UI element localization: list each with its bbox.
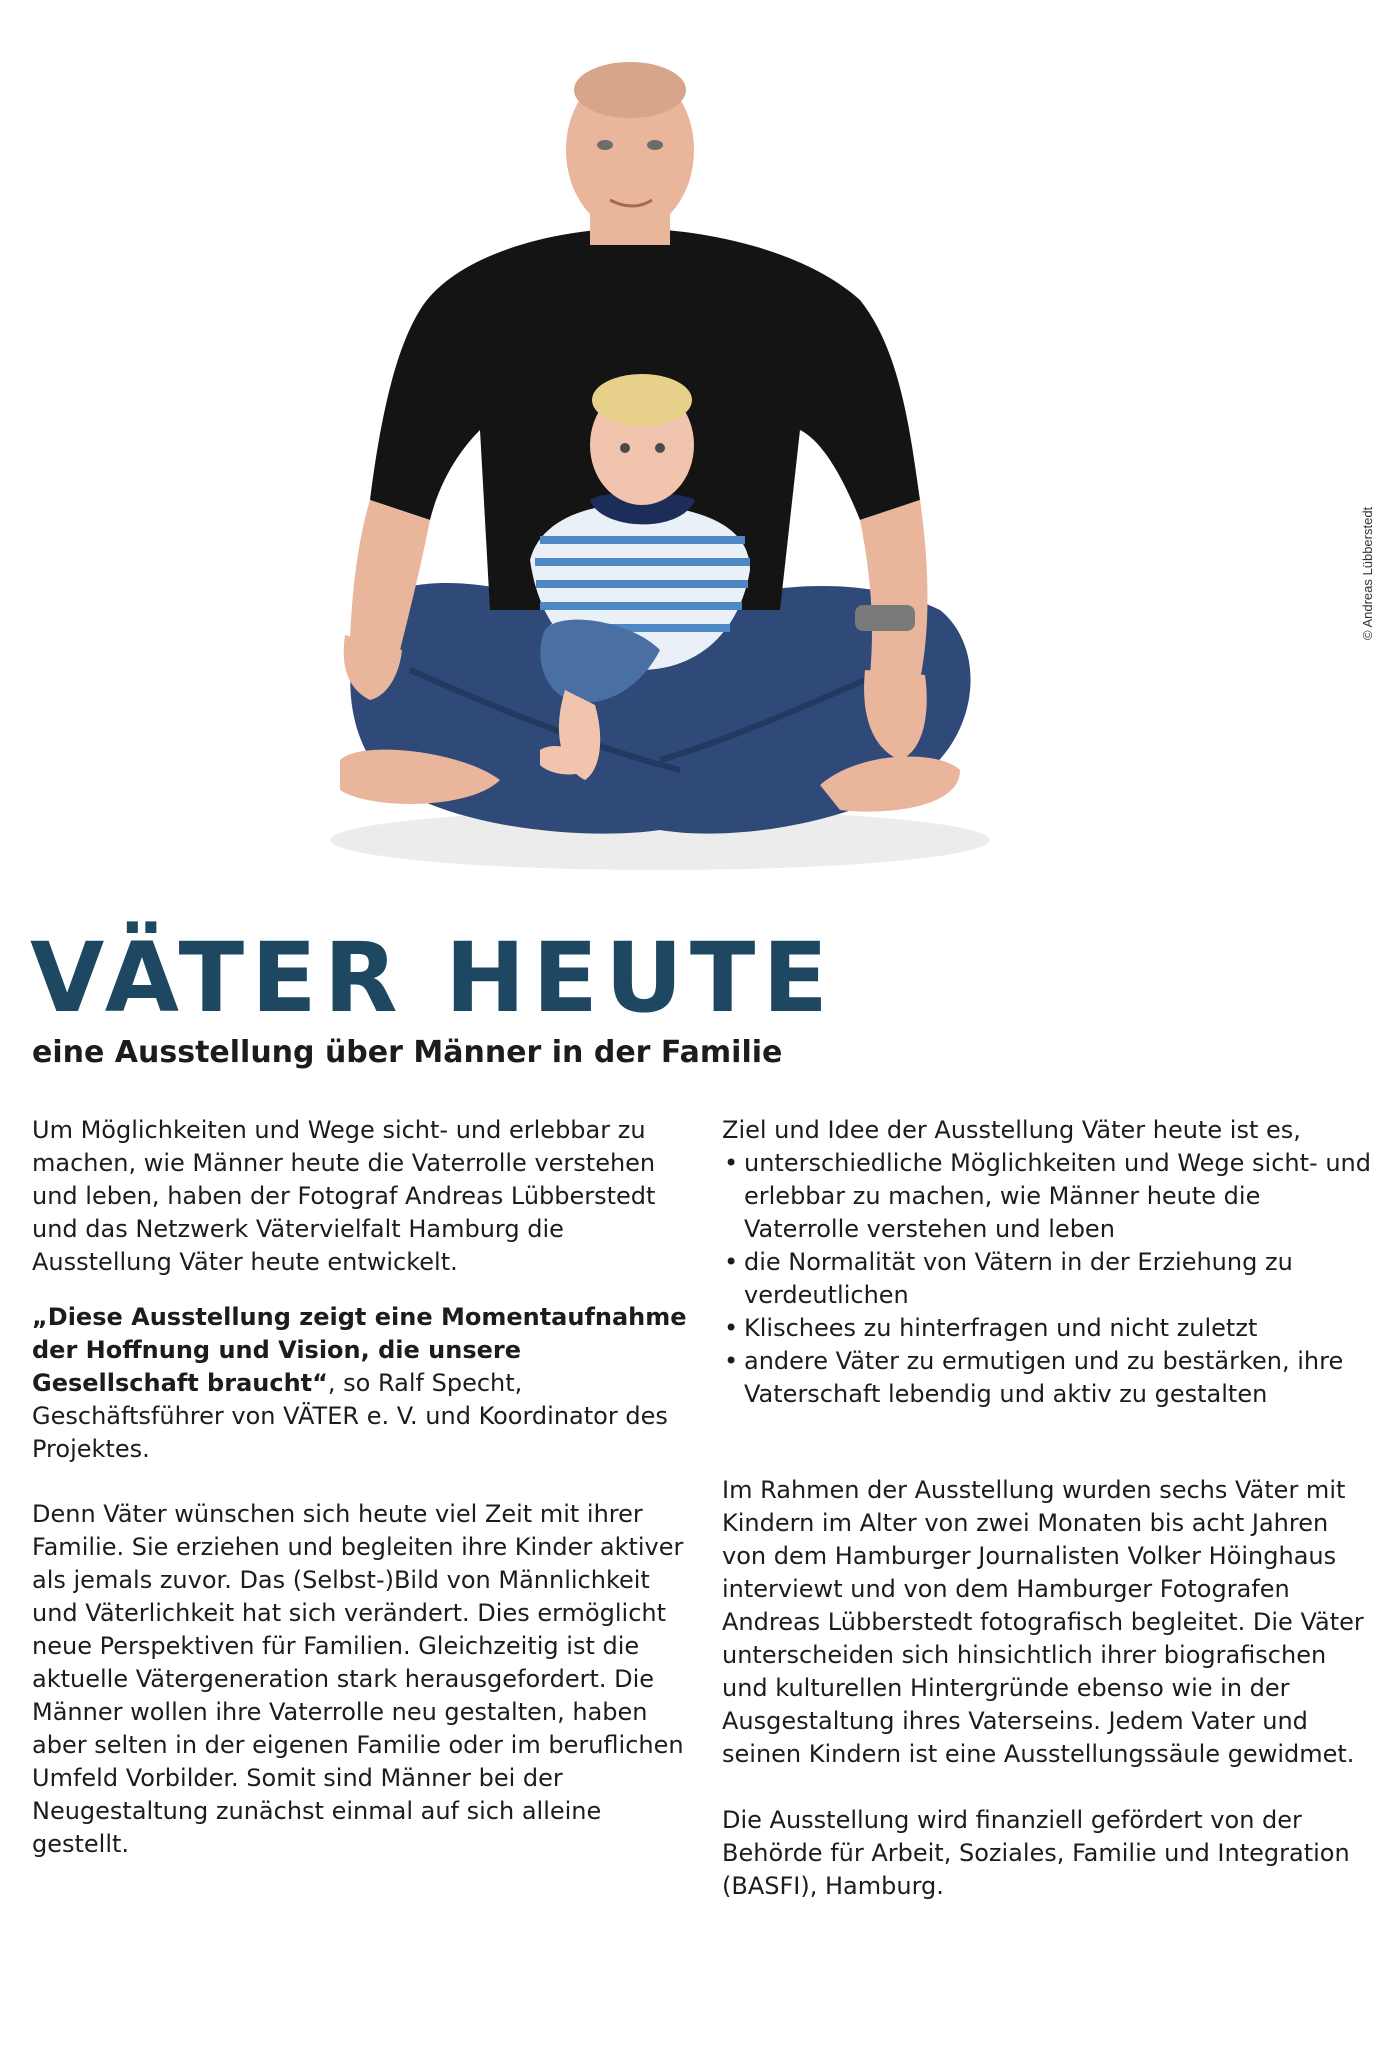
goals-lead: Ziel und Idee der Ausstellung Väter heute ist es, bbox=[722, 1116, 1301, 1144]
exhibition-paragraph: Im Rahmen der Ausstellung wurden sechs Väter mit Kindern im Alter von zwei Monaten bis acht Jahren von dem Hamburger Journalisten Volker Höinghaus interviewt und von dem Hamburger Fotografen Andreas Lübberstedt fotografisch begleitet. Die Väter unterscheiden sich hinsichtlich ihrer biografischen und kulturellen Hintergründe ebenso wie in der Ausgestaltung ihres Vaterseins. Jedem Vater und seinen Kindern ist eine Ausstellungssäule gewidmet. bbox=[722, 1476, 1364, 1768]
page-subtitle: eine Ausstellung über Männer in der Familie bbox=[32, 1035, 783, 1070]
goals-list bbox=[722, 1147, 1377, 1411]
page-title: VÄTER HEUTE bbox=[30, 922, 835, 1034]
body-paragraph: Denn Väter wünschen sich heute viel Zeit mit ihrer Familie. Sie erziehen und begleiten ihre Kinder aktiver als jemals zuvor. Das (Selbst-)Bild von Männlichkeit und Väterlichkeit hat sich verändert. Dies ermöglicht neue Perspektiven für Familien. Gleichzeitig ist die aktuelle Vätergeneration stark herausgefordert. Die Männer wollen ihre Vaterrolle neu gestalten, haben aber selten in der eigenen Familie oder im beruflichen Umfeld Vorbilder. Somit sind Männer bei der Neugestaltung zunächst einmal auf sich alleine gestellt. bbox=[32, 1500, 684, 1858]
goal-item: • andere Väter zu ermutigen und zu bestärken, ihre Vaterschaft lebendig und aktiv zu gestalten bbox=[722, 1345, 1377, 1411]
photo-credit: © Andreas Lübberstedt bbox=[1360, 506, 1375, 640]
quote-bold: „Diese Ausstellung zeigt eine Momentaufnahme der Hoffnung und Vision, die unsere Gesellschaft braucht“ bbox=[32, 1303, 687, 1397]
quote-attribution: , so Ralf Specht, Geschäftsführer von VÄTER e. V. und Koordinator des Projektes. bbox=[32, 1369, 668, 1463]
intro-paragraph: Um Möglichkeiten und Wege sicht- und erlebbar zu machen, wie Männer heute die Vaterrolle verstehen und leben, haben der Fotograf Andreas Lübberstedt und das Netzwerk Vätervielfalt Hamburg die Ausstellung Väter heute entwickelt. bbox=[32, 1116, 656, 1276]
goal-item: • die Normalität von Vätern in der Erziehung zu verdeutlichen bbox=[722, 1246, 1377, 1312]
goal-item: • unterschiedliche Möglichkeiten und Wege sicht- und erlebbar zu machen, wie Männer heute die Vaterrolle verstehen und leben bbox=[722, 1147, 1377, 1246]
right-column bbox=[722, 1114, 1377, 1903]
quote-paragraph bbox=[32, 1301, 692, 1466]
funding-paragraph: Die Ausstellung wird finanziell gefördert von der Behörde für Arbeit, Soziales, Familie und Integration (BASFI), Hamburg. bbox=[722, 1806, 1350, 1900]
goal-item: • Klischees zu hinterfragen und nicht zuletzt bbox=[722, 1312, 1377, 1345]
left-column bbox=[32, 1114, 692, 1861]
father-child-photo bbox=[300, 50, 1000, 900]
